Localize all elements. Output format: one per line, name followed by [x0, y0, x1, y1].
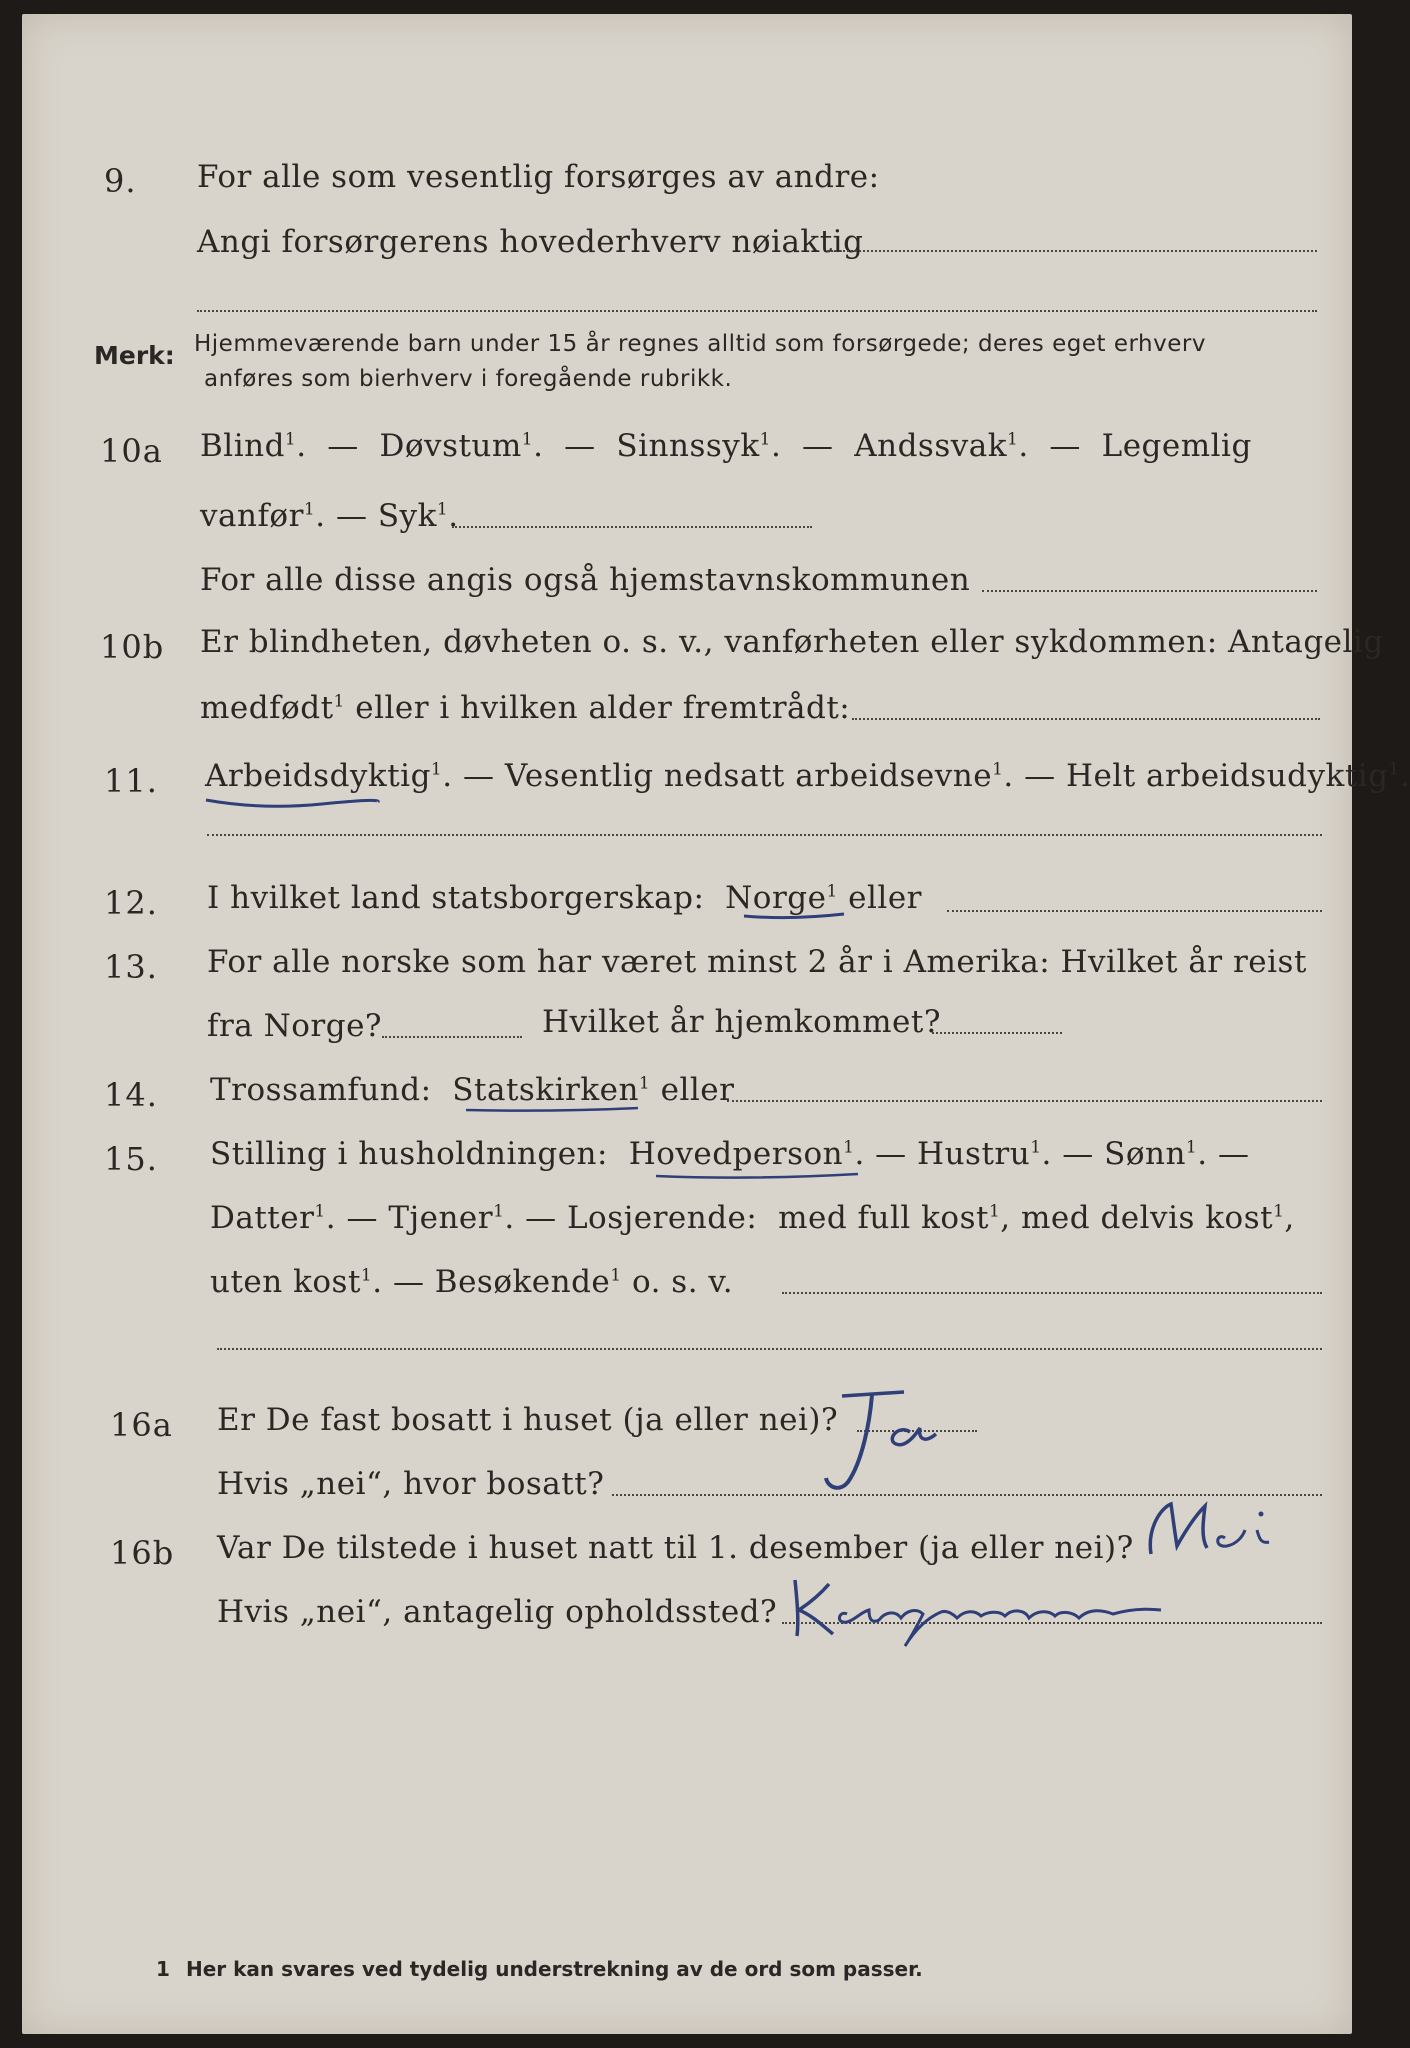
question-10b-number: 10b: [100, 628, 165, 666]
question-10a-line3: For alle disse angis også hjemstavnskommunen: [200, 562, 971, 598]
question-16b-number: 16b: [110, 1534, 175, 1572]
question-15-line1: Stilling i husholdningen: Hovedperson$^1$. — Hustru$^1$. — Sønn$^1$. —: [210, 1136, 1250, 1172]
option-medfodt[interactable]: medfødt: [200, 690, 334, 726]
answer-line-12[interactable]: [947, 910, 1322, 912]
footnote-text: Her kan svares ved tydelig understrekning av de ord som passer.: [186, 1957, 923, 1981]
option-blind[interactable]: Blind: [200, 428, 285, 464]
question-14-eller: eller: [660, 1072, 735, 1108]
option-arbeidsudyktig[interactable]: Helt arbeidsudyktig: [1065, 758, 1389, 794]
option-delvis-kost[interactable]: med delvis kost: [1021, 1200, 1274, 1236]
underline-mark-q15: [652, 1166, 862, 1186]
option-legemlig[interactable]: Legemlig: [1101, 428, 1252, 464]
option-andssvak[interactable]: Andssvak: [854, 428, 1008, 464]
option-arbeidsdyktig[interactable]: Arbeidsdyktig: [205, 758, 431, 794]
question-13-number: 13.: [104, 948, 158, 986]
option-statskirken[interactable]: Statskirken: [452, 1072, 639, 1108]
question-16a-line1: Er De fast bosatt i huset (ja eller nei)?: [217, 1402, 839, 1438]
underline-mark-q12: [740, 906, 850, 926]
footnote-marker: 1: [156, 1957, 170, 1981]
handwritten-ja-answer: [812, 1382, 962, 1502]
question-10b-line1: Er blindheten, døvheten o. s. v., vanførheten eller sykdommen: Antagelig: [200, 624, 1384, 660]
option-datter[interactable]: Datter: [210, 1200, 315, 1236]
answer-line-9-extra[interactable]: [197, 310, 1317, 312]
answer-line-10b[interactable]: [852, 718, 1320, 720]
option-syk[interactable]: Syk: [377, 498, 437, 534]
underline-mark-q14: [462, 1100, 642, 1120]
question-15-number: 15.: [104, 1140, 158, 1178]
question-16b-line1: Var De tilstede i huset natt til 1. desember (ja eller nei)?: [217, 1530, 1134, 1566]
question-10a-line1: Blind$^1$. — Døvstum$^1$. — Sinnssyk$^1$. — Andssvak$^1$. — Legemlig: [200, 428, 1252, 464]
option-tjener[interactable]: Tjener: [388, 1200, 494, 1236]
question-12-number: 12.: [104, 884, 158, 922]
question-14-number: 14.: [104, 1076, 158, 1114]
question-14-text: Trossamfund:: [210, 1072, 432, 1108]
option-norge[interactable]: Norge: [725, 880, 827, 916]
handwritten-kongsvinger-answer: [777, 1570, 1197, 1650]
answer-line-14[interactable]: [727, 1100, 1322, 1102]
answer-line-10a[interactable]: [452, 526, 812, 528]
option-uten-kost[interactable]: uten kost: [210, 1264, 361, 1300]
question-15-line3: uten kost$^1$. — Besøkende$^1$ o. s. v.: [210, 1264, 734, 1300]
question-12-eller: eller: [848, 880, 922, 916]
answer-line-9[interactable]: [827, 250, 1317, 252]
question-11-line1: Arbeidsdyktig$^1$. — Vesentlig nedsatt arbeidsevne$^1$. — Helt arbeidsudyktig$^1$.: [205, 758, 1410, 794]
question-15-osv: o. s. v.: [631, 1264, 734, 1300]
underline-mark-q11: [202, 784, 382, 814]
option-besokende[interactable]: Besøkende: [434, 1264, 611, 1300]
question-9-line2: Angi forsørgerens hovederhverv nøiaktig: [197, 224, 864, 260]
handwritten-nei-answer: [1137, 1488, 1287, 1568]
question-13-line1: For alle norske som har været minst 2 år i Amerika: Hvilket år reist: [207, 944, 1307, 980]
merk-line2: anføres som bierhverv i foregående rubrikk.: [204, 366, 733, 392]
answer-line-13-reist[interactable]: [382, 1036, 522, 1038]
question-10b-line2: medfødt$^1$ eller i hvilken alder fremtrådt:: [200, 690, 851, 726]
question-9-number: 9.: [104, 162, 137, 200]
question-16b-line2: Hvis „nei“, antagelig opholdssted?: [217, 1594, 778, 1630]
merk-label: Merk:: [94, 341, 175, 370]
question-12-text: I hvilket land statsborgerskap:: [207, 880, 705, 916]
question-13-line2b: Hvilket år hjemkommet?: [542, 1004, 941, 1040]
answer-line-10a-kommune[interactable]: [982, 590, 1317, 592]
option-hovedperson[interactable]: Hovedperson: [628, 1136, 844, 1172]
question-9-line1: For alle som vesentlig forsørges av andre:: [197, 159, 880, 195]
question-16a-line2: Hvis „nei“, hvor bosatt?: [217, 1466, 605, 1502]
question-13-line2a: fra Norge?: [207, 1008, 383, 1044]
question-11-number: 11.: [104, 762, 158, 800]
question-10b-line2-rest: eller i hvilken alder fremtrådt:: [355, 690, 851, 726]
census-form-page: [22, 14, 1410, 2034]
merk-line1: Hjemmeværende barn under 15 år regnes alltid som forsørgede; deres eget erhverv: [194, 331, 1206, 357]
option-dovstum[interactable]: Døvstum: [379, 428, 522, 464]
option-nedsatt-arbeidsevne[interactable]: Vesentlig nedsatt arbeidsevne: [504, 758, 993, 794]
question-15-line2: Datter$^1$. — Tjener$^1$. — Losjerende: med full kost$^1$, med delvis kost$^1$,: [210, 1200, 1295, 1236]
question-14-line1: Trossamfund: Statskirken$^1$ eller: [210, 1072, 735, 1108]
question-10a-number: 10a: [100, 432, 163, 470]
answer-line-13-hjemkommet[interactable]: [932, 1032, 1062, 1034]
option-sonn[interactable]: Sønn: [1104, 1136, 1186, 1172]
question-16a-number: 16a: [110, 1406, 173, 1444]
option-sinnssyk[interactable]: Sinnssyk: [616, 428, 760, 464]
option-hustru[interactable]: Hustru: [917, 1136, 1031, 1172]
answer-line-15-extra[interactable]: [217, 1348, 1322, 1350]
option-vanfor[interactable]: vanfør: [200, 498, 304, 534]
answer-line-11[interactable]: [207, 834, 1322, 836]
question-15-text: Stilling i husholdningen:: [210, 1136, 608, 1172]
question-15-losjerende: Losjerende:: [566, 1200, 758, 1236]
answer-line-15[interactable]: [782, 1292, 1322, 1294]
question-12-line1: I hvilket land statsborgerskap: Norge$^1$ eller: [207, 880, 922, 916]
question-10a-line2: vanfør$^1$. — Syk$^1$.: [200, 498, 459, 534]
option-full-kost[interactable]: med full kost: [778, 1200, 989, 1236]
